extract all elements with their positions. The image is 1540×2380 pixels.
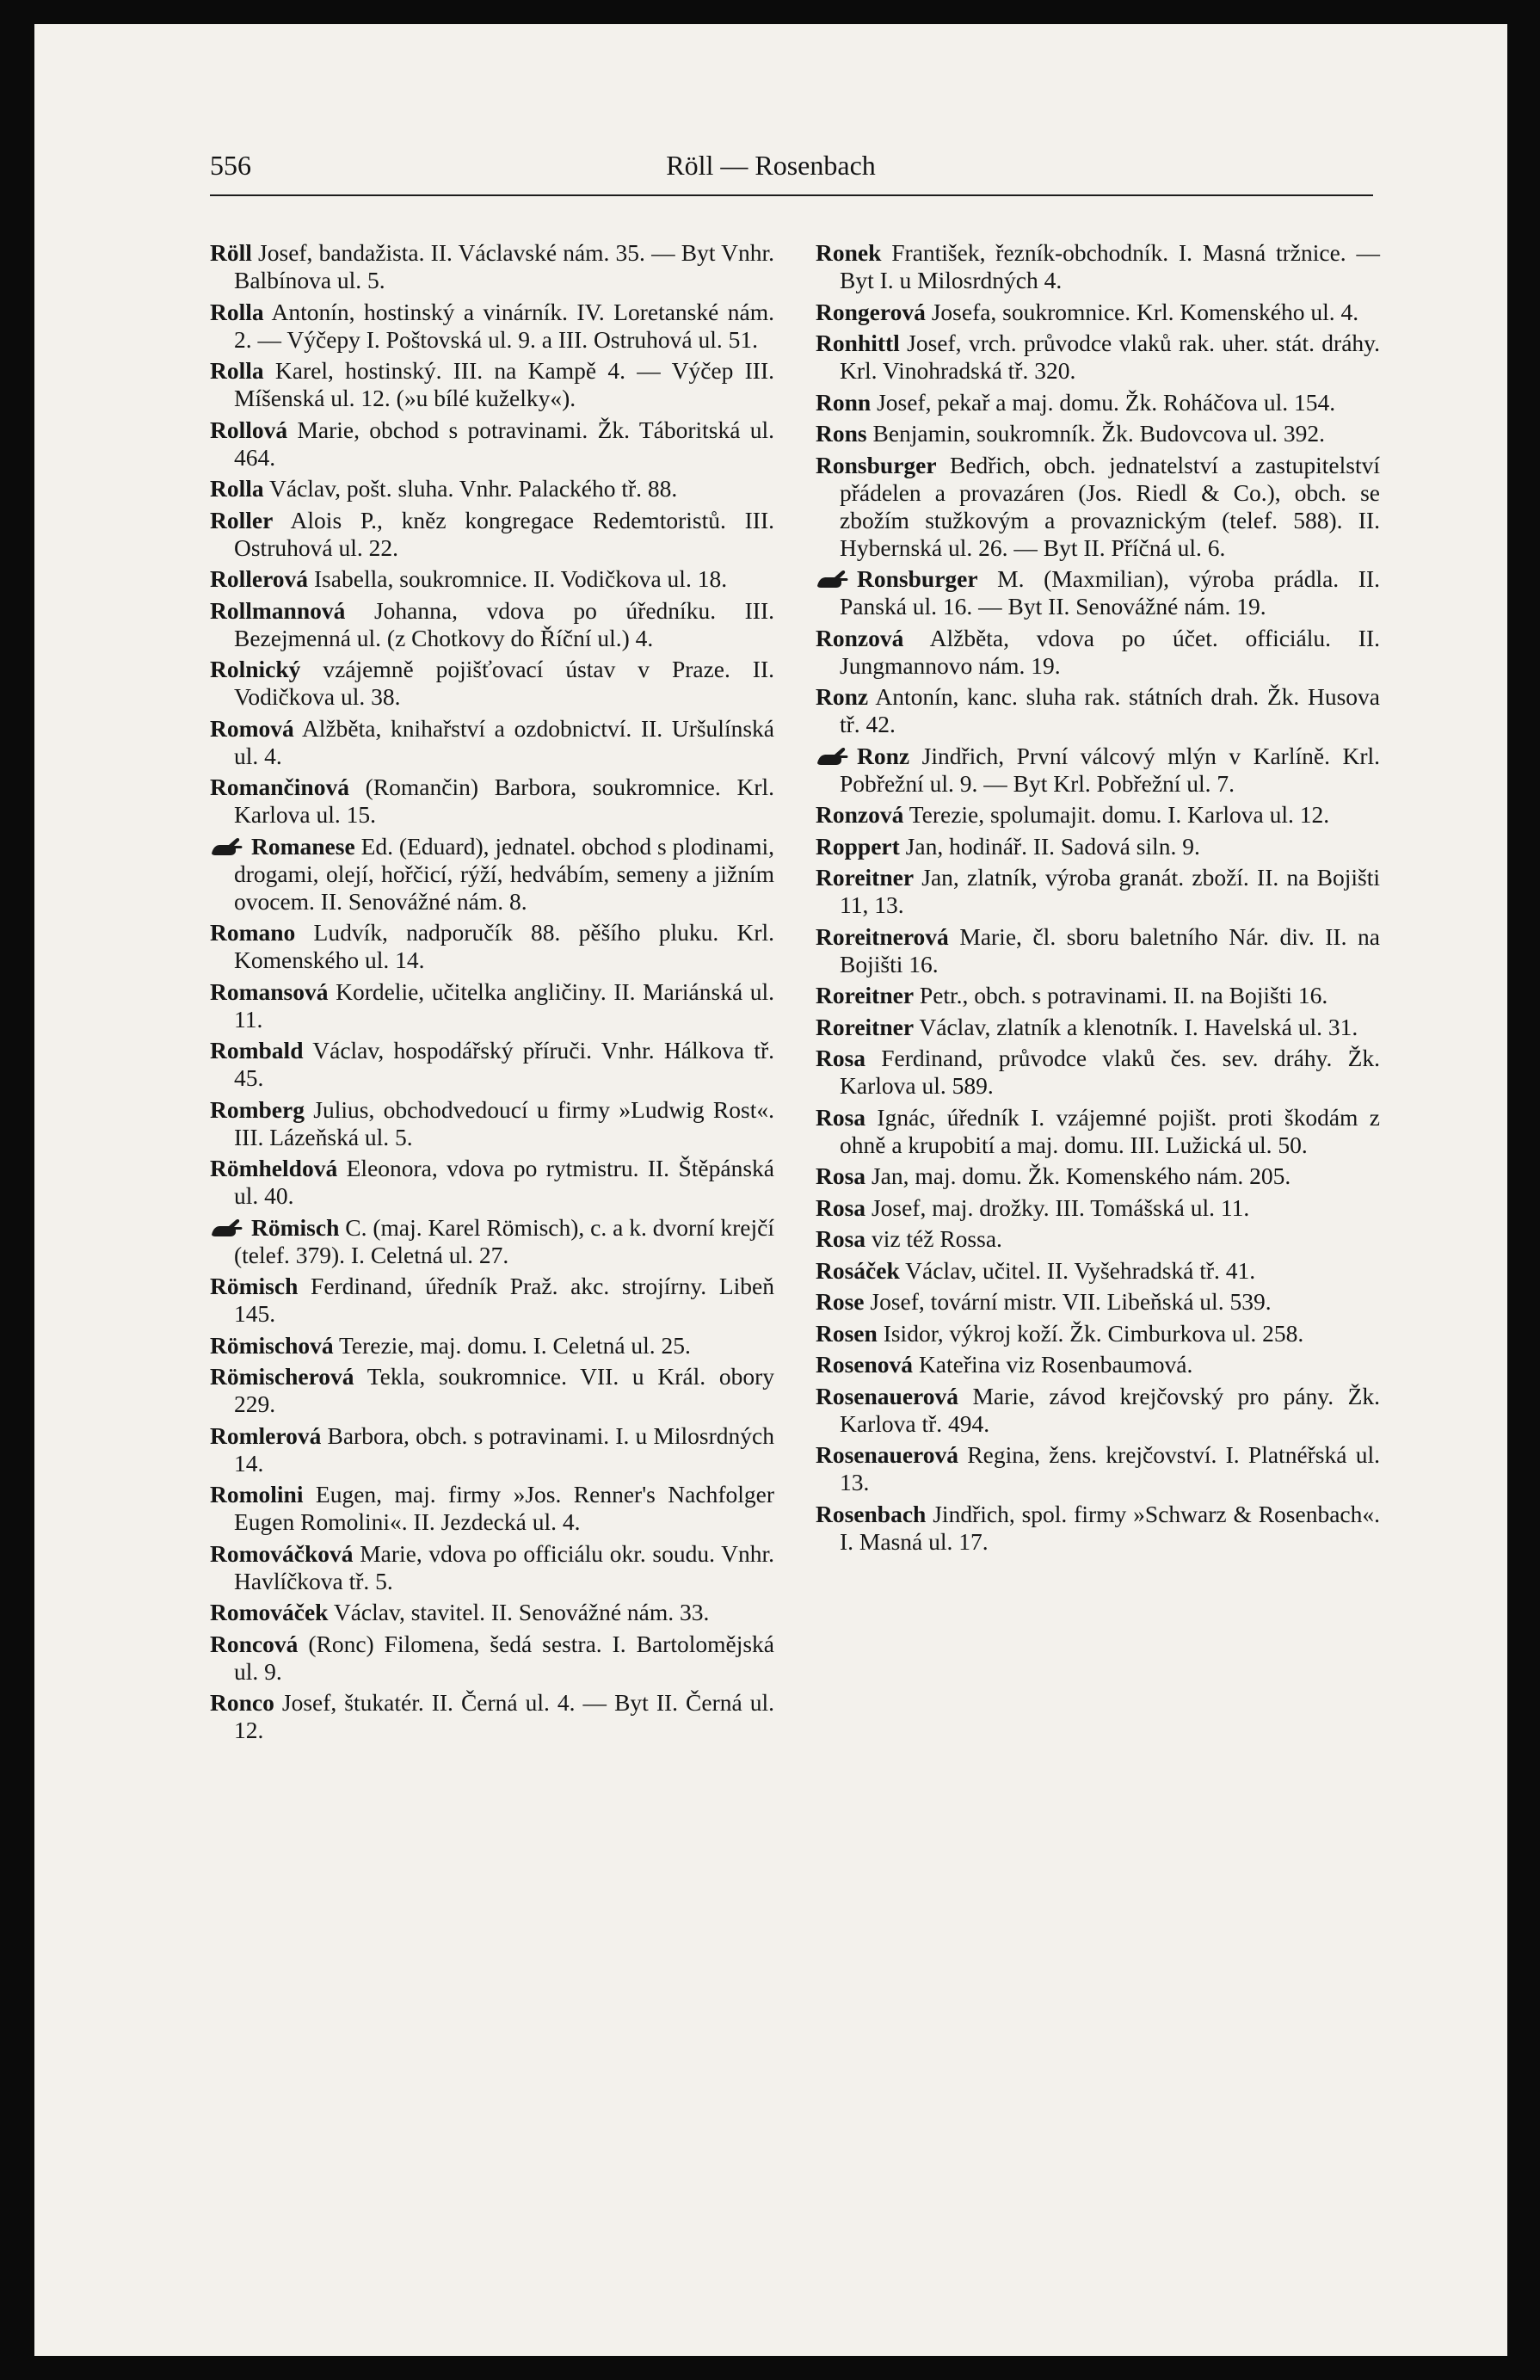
directory-entry <box>816 1320 1380 1347</box>
entry-surname: Rosa <box>816 1103 866 1131</box>
entry-details: Alois P., kněz kongregace Redemtoristů. III. Ostruhová ul. 22. <box>234 506 774 561</box>
directory-entry <box>816 625 1380 680</box>
entry-details: Petr., obch. s potravinami. II. na Bojišti 16. <box>914 982 1328 1008</box>
entry-details: Alžběta, knihařství a ozdobnictví. II. Uršulínská ul. 4. <box>234 714 774 769</box>
entry-details: Barbora, obch. s potravinami. I. u Milosrdných 14. <box>234 1421 774 1477</box>
entry-surname: Rollerová <box>210 565 309 592</box>
entry-details: vzájemně pojišťovací ústav v Praze. II. Vodičkova ul. 38. <box>234 656 774 710</box>
directory-entry <box>816 1351 1380 1378</box>
entry-surname: Roreitnerová <box>816 922 949 950</box>
entry-details: Jindřich, spol. firmy »Schwarz & Rosenbach«. I. Masná ul. 17. <box>840 1500 1380 1555</box>
entry-details: Josef, vrch. průvodce vlaků rak. uher. stát. dráhy. Krl. Vinohradská tř. 320. <box>840 330 1380 384</box>
directory-entry <box>816 923 1380 978</box>
entry-surname: Romanese <box>251 832 355 860</box>
entry-details: Josef, tovární mistr. VII. Libeňská ul. 539. <box>864 1288 1272 1315</box>
entry-details: Eugen, maj. firmy »Jos. Renner's Nachfolger Eugen Romolini«. II. Jezdecká ul. 4. <box>234 1481 774 1535</box>
directory-entry <box>816 1257 1380 1285</box>
directory-entry <box>816 1383 1380 1438</box>
entry-details: František, řezník-obchodník. I. Masná tržnice. — Byt I. u Milosrdných 4. <box>840 239 1380 293</box>
entry-surname: Rolnický <box>210 656 301 682</box>
entry-details: Eleonora, vdova po rytmistru. II. Štěpánská ul. 40. <box>234 1155 774 1209</box>
directory-entry <box>210 1155 774 1210</box>
directory-entry <box>210 1214 774 1269</box>
directory-entry <box>210 239 774 294</box>
directory-entry <box>210 299 774 354</box>
entry-surname: Rollmannová <box>210 596 346 624</box>
directory-entry <box>210 1689 774 1744</box>
directory-entry <box>210 1422 774 1477</box>
entry-surname: Romováčková <box>210 1539 354 1567</box>
entry-details: Antonín, hostinský a vinárník. IV. Loretanské nám. 2. — Výčepy I. Poštovská ul. 9. a III. Ostruhová ul. 51. <box>234 298 774 353</box>
entry-surname: Rosenauerová <box>816 1382 959 1409</box>
entry-surname: Römheldová <box>210 1155 338 1181</box>
directory-entry <box>816 982 1380 1009</box>
entry-surname: Ronz <box>816 683 869 710</box>
entry-details: Ignác, úředník I. vzájemné pojišt. proti škodám z ohně a krupobití a maj. domu. III. Lužická ul. 50. <box>840 1103 1380 1158</box>
directory-entry <box>210 833 774 916</box>
entry-surname: Rosen <box>816 1319 878 1347</box>
entry-details: Bedřich, obch. jednatelství a zastupitelství přádelen a provazáren (Jos. Riedl & Co.), obch. se zbožím stužkovým a provaznickým (telef. 588). II. Hybernská ul. 26. — Byt II. Příčná ul. 6. <box>840 451 1380 561</box>
directory-entry <box>210 565 774 593</box>
entry-surname: Römisch <box>251 1213 340 1241</box>
directory-entry <box>210 1332 774 1360</box>
header-rule <box>210 194 1373 196</box>
entry-surname: Ronzová <box>816 624 904 651</box>
entry-surname: Römischová <box>210 1331 334 1359</box>
pointing-hand-icon <box>816 569 850 589</box>
pointing-hand-icon <box>210 836 244 857</box>
entry-details: Tekla, soukromnice. VII. u Král. obory 229. <box>234 1363 774 1417</box>
directory-entry <box>816 801 1380 829</box>
directory-entry <box>210 656 774 711</box>
entry-surname: Rons <box>816 420 867 447</box>
directory-entry <box>816 299 1380 326</box>
directory-entry <box>210 1599 774 1626</box>
right-column <box>816 239 1380 1559</box>
entry-surname: Romová <box>210 714 294 742</box>
entry-details: Karel, hostinský. III. na Kampě 4. — Výčep III. Míšenská ul. 12. (»u bílé kuželky«). <box>234 357 774 411</box>
entry-details: Ludvík, nadporučík 88. pěšího pluku. Krl. Komenského ul. 14. <box>234 919 774 973</box>
entry-details: Isidor, výkroj koží. Žk. Cimburkova ul. 258. <box>877 1319 1304 1347</box>
entry-surname: Rosa <box>816 1193 866 1221</box>
entry-surname: Roreitner <box>816 864 915 891</box>
directory-entry <box>210 978 774 1033</box>
entry-details: Václav, pošt. sluha. Vnhr. Palackého tř. 88. <box>263 475 678 502</box>
directory-entry <box>816 743 1380 798</box>
entry-surname: Roller <box>210 506 274 533</box>
entry-details: Ferdinand, úředník Praž. akc. strojírny. Libeň 145. <box>234 1273 774 1327</box>
entry-details: Václav, zlatník a klenotník. I. Havelská ul. 31. <box>914 1013 1358 1040</box>
entry-surname: Romolini <box>210 1481 304 1508</box>
entry-surname: Ronco <box>210 1689 274 1716</box>
entry-surname: Rosa <box>816 1162 866 1189</box>
entry-details: M. (Maxmilian), výroba prádla. II. Panská ul. 16. — Byt II. Senovážné nám. 19. <box>840 565 1380 620</box>
entry-surname: Rollová <box>210 416 288 443</box>
entry-details: Josef, maj. drožky. III. Tomášská ul. 11. <box>865 1193 1250 1221</box>
directory-entry <box>816 389 1380 416</box>
directory-entry <box>210 1631 774 1686</box>
entry-surname: Rosa <box>816 1045 866 1071</box>
entry-surname: Ronhittl <box>816 330 900 356</box>
entry-surname: Romano <box>210 919 296 946</box>
pointing-hand-icon <box>210 1218 244 1238</box>
directory-page <box>34 24 1507 2356</box>
entry-details: viz též Rossa. <box>865 1225 1002 1252</box>
directory-entry <box>816 1501 1380 1556</box>
directory-entry <box>210 1481 774 1536</box>
directory-entry <box>210 597 774 652</box>
directory-entry <box>210 919 774 974</box>
entry-surname: Romančinová <box>210 774 349 800</box>
entry-surname: Rosa <box>816 1225 866 1252</box>
entry-surname: Rosenauerová <box>816 1441 959 1468</box>
pointing-hand-icon <box>816 746 850 767</box>
left-column <box>210 239 774 1748</box>
directory-entry <box>816 1045 1380 1100</box>
entry-details: Marie, závod krejčovský pro pány. Žk. Karlova tř. 494. <box>840 1382 1380 1437</box>
directory-entry <box>816 239 1380 294</box>
entry-details: Jan, zlatník, výroba granát. zboží. II. na Bojišti 11, 13. <box>840 864 1380 918</box>
entry-details: Josef, bandažista. II. Václavské nám. 35. — Byt Vnhr. Balbínova ul. 5. <box>234 239 774 293</box>
entry-surname: Ronz <box>857 742 910 769</box>
entry-details: Václav, hospodářský příruči. Vnhr. Hálkova tř. 45. <box>234 1037 774 1091</box>
entry-details: Antonín, kanc. sluha rak. státních drah. Žk. Husova tř. 42. <box>840 683 1380 737</box>
entry-surname: Roreitner <box>816 1013 915 1040</box>
directory-entry <box>816 565 1380 620</box>
entry-surname: Ronn <box>816 388 872 416</box>
entry-surname: Roncová <box>210 1630 299 1657</box>
entry-surname: Rolla <box>210 298 264 325</box>
entry-surname: Romlerová <box>210 1421 322 1449</box>
directory-entry <box>816 1441 1380 1496</box>
entry-details: Ed. (Eduard), jednatel. obchod s plodinami, drogami, olejí, hořčicí, rýží, hedvábím, semeny a jižním ovocem. II. Senovážné nám. 8. <box>234 832 774 915</box>
entry-surname: Romansová <box>210 977 329 1005</box>
entry-surname: Ronzová <box>816 801 904 828</box>
entry-surname: Rose <box>816 1288 865 1315</box>
directory-entry <box>210 475 774 503</box>
entry-details: (Romančin) Barbora, soukromnice. Krl. Karlova ul. 15. <box>234 774 774 828</box>
directory-entry <box>816 833 1380 860</box>
entry-details: Ferdinand, průvodce vlaků čes. sev. dráhy. Žk. Karlova ul. 589. <box>840 1045 1380 1099</box>
entry-details: Terezie, maj. domu. I. Celetná ul. 25. <box>333 1331 691 1359</box>
entry-surname: Romováček <box>210 1599 329 1625</box>
entry-surname: Ronsburger <box>816 451 937 478</box>
directory-entry <box>210 1096 774 1151</box>
entry-details: Josefa, soukromnice. Krl. Komenského ul. 4. <box>925 298 1359 325</box>
entry-surname: Römisch <box>210 1273 299 1299</box>
entry-details: Kateřina viz Rosenbaumová. <box>913 1351 1193 1378</box>
entry-surname: Rosáček <box>816 1256 900 1284</box>
entry-surname: Röll <box>210 239 252 266</box>
directory-entry <box>210 507 774 562</box>
entry-details: Johanna, vdova po úředníku. III. Bezejmenná ul. (z Chotkovy do Říční ul.) 4. <box>234 596 774 651</box>
entry-surname: Rolla <box>210 357 264 384</box>
entry-details: (Ronc) Filomena, šedá sestra. I. Bartolomějská ul. 9. <box>234 1630 774 1685</box>
directory-entry <box>816 683 1380 738</box>
entry-details: C. (maj. Karel Römisch), c. a k. dvorní krejčí (telef. 379). I. Celetná ul. 27. <box>234 1213 774 1268</box>
entry-surname: Rolla <box>210 475 264 502</box>
directory-entry <box>210 1273 774 1328</box>
directory-entry <box>210 715 774 770</box>
running-head: Röll — Rosenbach <box>666 150 876 181</box>
entry-surname: Roppert <box>816 832 900 860</box>
entry-details: Josef, štukatér. II. Černá ul. 4. — Byt II. Černá ul. 12. <box>234 1689 774 1743</box>
directory-entry <box>816 1225 1380 1253</box>
entry-details: Josef, pekař a maj. domu. Žk. Roháčova ul. 154. <box>871 388 1336 416</box>
directory-entry <box>210 357 774 412</box>
directory-entry <box>816 452 1380 562</box>
entry-surname: Ronek <box>816 239 882 266</box>
directory-entry <box>816 1162 1380 1190</box>
directory-entry <box>816 1104 1380 1159</box>
entry-details: Isabella, soukromnice. II. Vodičkova ul. 18. <box>308 565 728 592</box>
entry-surname: Romberg <box>210 1095 305 1123</box>
entry-details: Václav, učitel. II. Vyšehradská tř. 41. <box>899 1256 1256 1284</box>
directory-entry <box>816 1014 1380 1041</box>
entry-details: Benjamin, soukromník. Žk. Budovcova ul. 392. <box>866 420 1325 447</box>
directory-entry <box>816 330 1380 385</box>
entry-details: Jan, maj. domu. Žk. Komenského nám. 205. <box>865 1162 1291 1189</box>
entry-surname: Rosenbach <box>816 1500 927 1527</box>
directory-entry <box>210 1540 774 1595</box>
entry-details: Jindřich, První válcový mlýn v Karlíně. Krl. Pobřežní ul. 9. — Byt Krl. Pobřežní ul. 7. <box>840 742 1380 797</box>
page-number: 556 <box>210 150 251 181</box>
entry-surname: Rosenová <box>816 1351 914 1378</box>
entry-details: Kordelie, učitelka angličiny. II. Mariánská ul. 11. <box>234 977 774 1033</box>
directory-entry <box>210 1363 774 1418</box>
directory-entry <box>816 864 1380 919</box>
entry-details: Regina, žens. krejčovství. I. Platnéřská ul. 13. <box>840 1441 1380 1495</box>
entry-surname: Rombald <box>210 1037 304 1064</box>
entry-surname: Rongerová <box>816 298 926 325</box>
entry-surname: Römischerová <box>210 1363 354 1390</box>
entry-details: Julius, obchodvedoucí u firmy »Ludwig Rost«. III. Lázeňská ul. 5. <box>234 1095 774 1150</box>
entry-details: Marie, čl. sboru baletního Nár. div. II. na Bojišti 16. <box>840 922 1380 977</box>
entry-details: Marie, obchod s potravinami. Žk. Táboritská ul. 464. <box>234 416 774 471</box>
directory-entry <box>210 774 774 829</box>
directory-entry <box>210 416 774 472</box>
directory-entry <box>210 1037 774 1092</box>
entry-details: Marie, vdova po officiálu okr. soudu. Vnhr. Havlíčkova tř. 5. <box>234 1539 774 1594</box>
entry-details: Jan, hodinář. II. Sadová siln. 9. <box>899 832 1200 860</box>
directory-entry <box>816 1288 1380 1316</box>
directory-entry <box>816 1194 1380 1222</box>
entry-details: Terezie, spolumajit. domu. I. Karlova ul. 12. <box>903 801 1330 828</box>
entry-surname: Ronsburger <box>857 565 978 592</box>
directory-entry <box>816 420 1380 447</box>
entry-details: Václav, stavitel. II. Senovážné nám. 33. <box>328 1599 710 1625</box>
entry-details: Alžběta, vdova po účet. officiálu. II. Jungmannovo nám. 19. <box>840 624 1380 679</box>
entry-surname: Roreitner <box>816 982 915 1008</box>
